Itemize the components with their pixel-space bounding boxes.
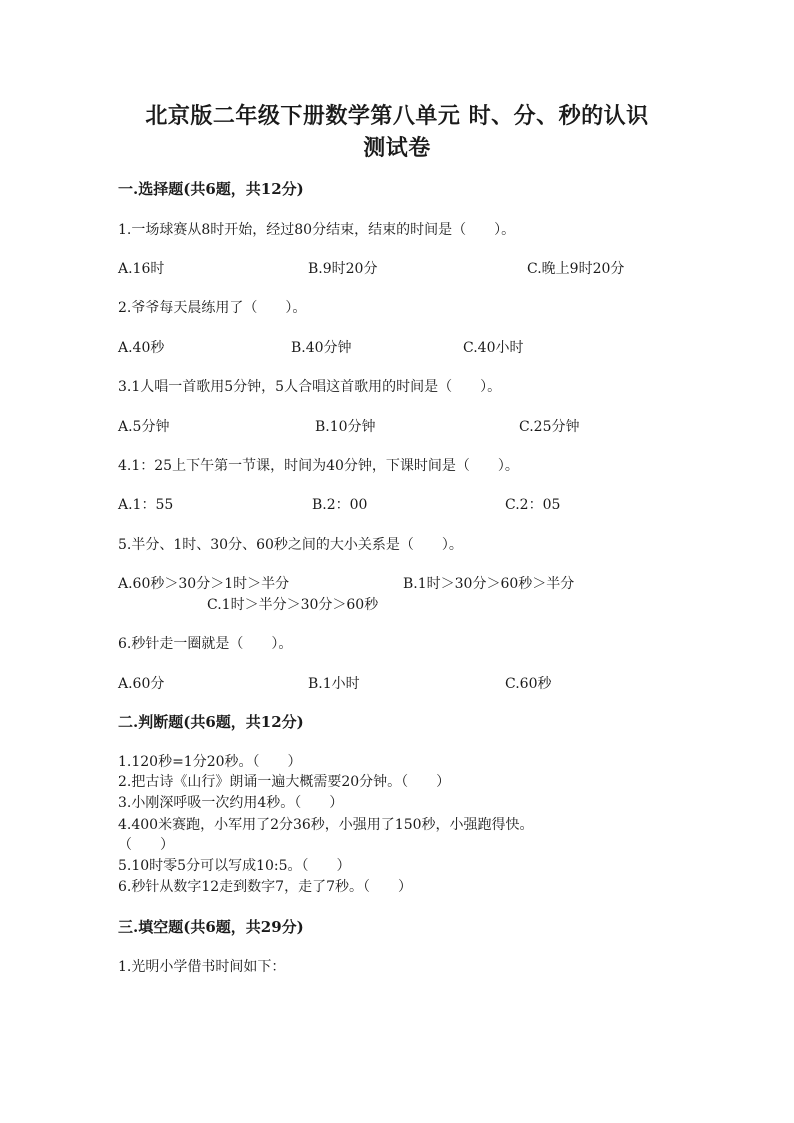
option-b: B.2：00 — [312, 497, 368, 513]
section-heading-choice: 一.选择题(共6题，共12分) — [118, 180, 304, 198]
option-b: B.40分钟 — [291, 340, 352, 356]
question-stem: 6.秒针走一圈就是（ ）。 — [118, 636, 293, 652]
judgement-item: 4.400米赛跑，小军用了2分36秒，小强用了150秒，小强跑得快。 — [118, 817, 534, 833]
option-a: A.16时 — [118, 261, 165, 277]
question-stem: 2.爷爷每天晨练用了（ ）。 — [118, 300, 307, 316]
option-c: C.1时＞半分＞30分＞60秒 — [207, 597, 379, 613]
option-c: C.晚上9时20分 — [527, 261, 625, 277]
option-a: A.5分钟 — [118, 419, 170, 435]
option-c: C.60秒 — [505, 676, 552, 692]
option-b: B.10分钟 — [315, 419, 376, 435]
option-b: B.1时＞30分＞60秒＞半分 — [403, 576, 575, 592]
question-stem: 3.1人唱一首歌用5分钟，5人合唱这首歌用的时间是（ ）。 — [118, 379, 502, 395]
option-c: C.2：05 — [505, 497, 561, 513]
section-heading-judgement: 二.判断题(共6题，共12分) — [118, 713, 304, 731]
question-stem: 1.一场球赛从8时开始，经过80分结束，结束的时间是（ ）。 — [118, 222, 516, 238]
option-b: B.9时20分 — [308, 261, 378, 277]
section-heading-fill-in: 三.填空题(共6题，共29分) — [118, 918, 304, 936]
option-c: C.25分钟 — [519, 419, 580, 435]
question-stem: 5.半分、1时、30分、60秒之间的大小关系是（ ）。 — [118, 537, 463, 553]
question-stem: 1.光明小学借书时间如下： — [118, 959, 286, 975]
option-a: A.60秒＞30分＞1时＞半分 — [118, 576, 290, 592]
judgement-item: 1.120秒=1分20秒。（ ） — [118, 754, 302, 770]
page-title-line2: 测试卷 — [363, 135, 431, 161]
judgement-item: 5.10时零5分可以写成10:5。（ ） — [118, 858, 351, 874]
judgement-item: 6.秒针从数字12走到数字7，走了7秒。（ ） — [118, 879, 412, 895]
question-stem: 4.1：25上下午第一节课，时间为40分钟，下课时间是（ ）。 — [118, 458, 519, 474]
option-a: A.1：55 — [118, 497, 174, 513]
page-title: 北京版二年级下册数学第八单元 时、分、秒的认识 — [145, 103, 649, 129]
option-a: A.60分 — [118, 676, 165, 692]
option-c: C.40小时 — [463, 340, 524, 356]
option-b: B.1小时 — [308, 676, 360, 692]
judgement-item: 2.把古诗《山行》朗诵一遍大概需要20分钟。（ ） — [118, 774, 451, 790]
judgement-item-continuation: （ ） — [118, 837, 174, 853]
judgement-item: 3.小刚深呼吸一次约用4秒。（ ） — [118, 795, 344, 811]
option-a: A.40秒 — [118, 340, 165, 356]
